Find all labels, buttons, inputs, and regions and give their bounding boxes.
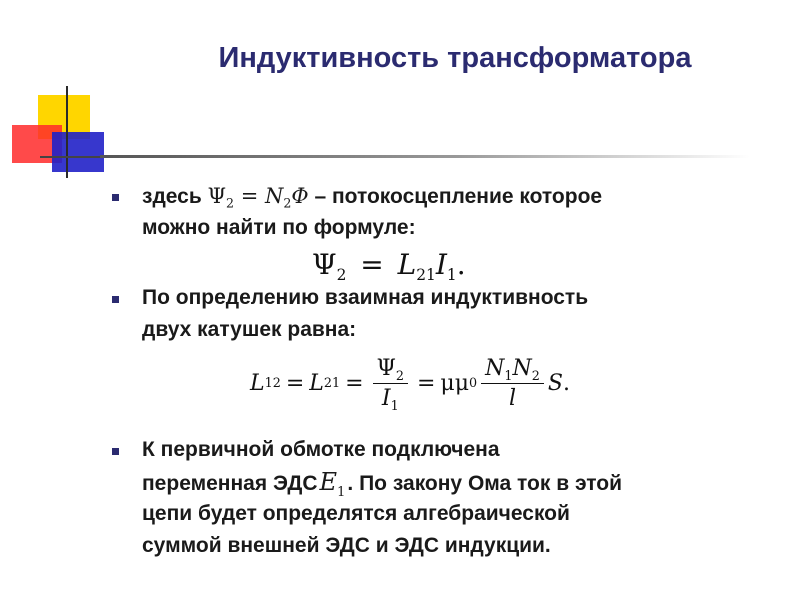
bullet-3-line-1: К первичной обмотке подключена: [142, 438, 500, 461]
f2-s: S: [547, 371, 563, 396]
f2-n2-sub: 2: [531, 369, 540, 385]
equals-sign: =: [234, 184, 265, 208]
f1-i-sub: 1: [446, 266, 457, 285]
f1-equals: =: [360, 248, 384, 281]
emf-symbol: [320, 466, 346, 498]
f1-psi-sub: 2: [336, 266, 347, 285]
formula-psi2: [312, 248, 466, 285]
bullet-3-line-3: цепи будет определятся алгебраической: [142, 502, 570, 525]
f1-period: .: [456, 248, 466, 281]
psi-symbol: Ψ: [207, 184, 227, 208]
bullet-marker-2: [112, 296, 119, 303]
slide-title: Индуктивность трансформатора: [218, 42, 692, 74]
emf-subscript: 1: [337, 484, 346, 500]
f2-fraction-n1n2-over-l: [481, 356, 544, 411]
f2-period: .: [562, 371, 570, 396]
bullet-3-after-emf: . По закону Ома ток в этой: [347, 472, 623, 495]
f2-i: I: [381, 386, 391, 411]
f2-equals-1: =: [285, 371, 305, 396]
f2-equals-3: =: [416, 371, 436, 396]
psi-subscript: 2: [226, 195, 235, 211]
psi2-inline: [207, 184, 309, 211]
f2-psi-sub: 2: [395, 369, 404, 385]
bullet-marker-3: [112, 448, 119, 455]
bullet-1-line-1: [142, 180, 602, 213]
bullet-3-before-emf: переменная ЭДС: [142, 472, 318, 495]
f2-n1-sub: 1: [504, 369, 513, 385]
f2-n1: N: [485, 356, 505, 381]
bullet-3-line-2: [142, 466, 622, 500]
n-symbol: N: [265, 184, 284, 208]
bullet-2-line-2: двух катушек равна:: [142, 318, 357, 341]
f1-psi: Ψ: [312, 248, 337, 281]
f2-i-sub: 1: [390, 399, 399, 415]
bullet-1-prefix: здесь: [142, 185, 208, 208]
f2-l12: L: [250, 371, 265, 396]
bullet-1-suffix: – потокосцепление которое: [308, 185, 603, 208]
f2-l21: L: [309, 371, 324, 396]
f1-l: L: [397, 248, 417, 281]
f2-equals-2: =: [345, 371, 364, 396]
f1-i: I: [435, 248, 447, 281]
bullet-3-line-4: суммой внешней ЭДС и ЭДС индукции.: [142, 534, 551, 557]
bullet-2-line-1: По определению взаимная индуктивность: [142, 286, 589, 309]
bullet-marker-1: [112, 194, 119, 201]
f2-n2: N: [512, 356, 532, 381]
f1-l-sub: 21: [416, 266, 436, 285]
formula-mutual-inductance: L 12 = L 21 = $\frac{\Psi_2}{I_1}$ = μμ 0 $\frac{N_1N_2}{l}$ S .: [250, 356, 570, 415]
bullet-1-line-2: можно найти по формуле:: [142, 216, 416, 239]
f2-fraction-psi-over-i: [373, 356, 408, 415]
f2-psi: Ψ: [376, 356, 396, 381]
phi-symbol: Φ: [291, 184, 309, 208]
emf-letter: E: [319, 468, 338, 496]
f2-mu: μμ: [440, 371, 470, 396]
f2-l-lower: l: [509, 386, 517, 411]
n-subscript: 2: [283, 195, 292, 211]
